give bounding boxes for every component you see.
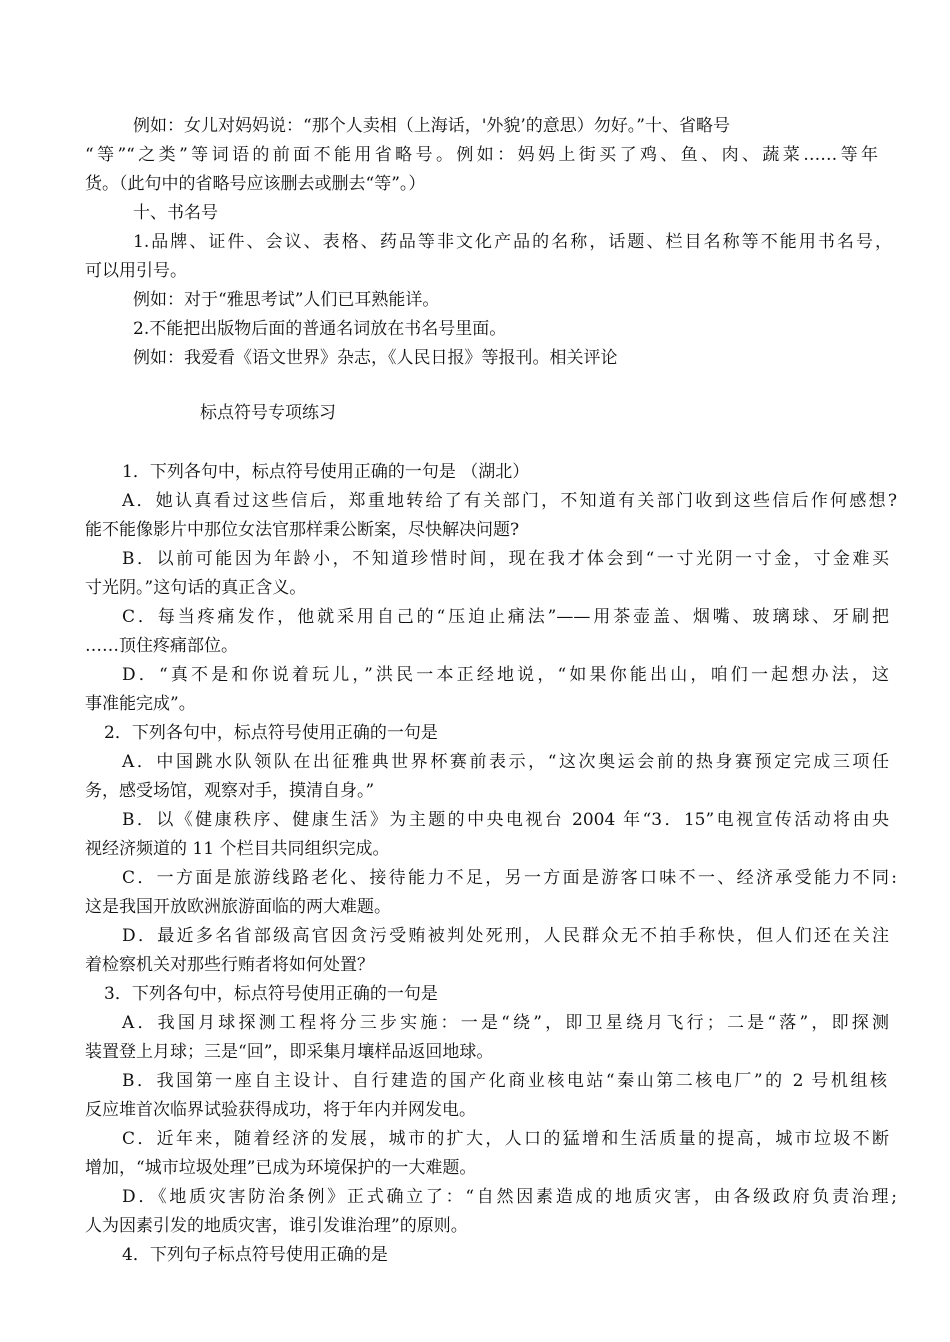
question-stem: 1．下列各句中，标点符号使用正确的一句是 （湖北） xyxy=(122,462,530,482)
option-line: ……顶住疼痛部位。 xyxy=(85,636,238,656)
option-line: 寸光阴。”这句话的真正含义。 xyxy=(85,578,307,598)
text-line: 可以用引号。 xyxy=(85,261,187,281)
option-line: 视经济频道的 11 个栏目共同组织完成。 xyxy=(85,839,390,859)
option-line: 装置登上月球；三是“回”，即采集月壤样品返回地球。 xyxy=(85,1042,494,1062)
option-line: A．中国跳水队领队在出征雅典世界杯赛前表示，“这次奥运会前的热身赛预定完成三项任 xyxy=(122,752,889,772)
option-line: 事准能完成”。 xyxy=(85,694,196,714)
question-stem: 4．下列句子标点符号使用正确的是 xyxy=(122,1245,388,1265)
text-line: 2.不能把出版物后面的普通名词放在书名号里面。 xyxy=(133,319,507,339)
option-line: 这是我国开放欧洲旅游面临的两大难题。 xyxy=(85,897,391,917)
text-line: 例如：女儿对妈妈说：“那个人卖相（上海话，'外貌’的意思）勿好。”十、省略号 xyxy=(133,116,730,136)
exercise-title: 标点符号专项练习 xyxy=(200,403,336,423)
option-line: 反应堆首次临界试验获得成功，将于年内并网发电。 xyxy=(85,1100,476,1120)
text-line: 例如：我爱看《语文世界》杂志，《人民日报》等报刊。相关评论 xyxy=(133,348,618,368)
option-line: B．以《健康秩序、健康生活》为主题的中央电视台 2004 年“3．15”电视宣传活动将由央 xyxy=(122,810,889,830)
text-line: 1.品牌、证件、会议、表格、药品等非文化产品的名称，话题、栏目名称等不能用书名号， xyxy=(133,232,892,252)
option-line: A．她认真看过这些信后，郑重地转给了有关部门，不知道有关部门收到这些信后作何感想? xyxy=(122,491,897,511)
text-line: 例如：对于“雅思考试”人们已耳熟能详。 xyxy=(133,290,440,310)
option-line: D．最近多名省部级高官因贪污受贿被判处死刑，人民群众无不拍手称快，但人们还在关注 xyxy=(122,926,889,946)
question-stem: 2．下列各句中，标点符号使用正确的一句是 xyxy=(104,723,438,743)
option-line: B．我国第一座自主设计、自行建造的国产化商业核电站“秦山第二核电厂”的 2 号机组核 xyxy=(122,1071,887,1091)
option-line: D．《地质灾害防治条例》正式确立了：“自然因素造成的地质灾害，由各级政府负责治理; xyxy=(122,1187,897,1207)
option-line: D．“真不是和你说着玩儿，”洪民一本正经地说，“如果你能出山，咱们一起想办法，这 xyxy=(122,665,889,685)
text-line: “等”“之类”等词语的前面不能用省略号。例如：妈妈上街买了鸡、鱼、肉、蔬菜……等年 xyxy=(85,145,878,165)
option-line: B．以前可能因为年龄小，不知道珍惜时间，现在我才体会到“一寸光阴一寸金，寸金难买 xyxy=(122,549,889,569)
option-line: 能不能像影片中那位女法官那样秉公断案，尽快解决问题? xyxy=(85,520,520,540)
option-line: 着检察机关对那些行贿者将如何处置？ xyxy=(85,955,374,975)
option-line: 增加，“城市垃圾处理”已成为环境保护的一大难题。 xyxy=(85,1158,477,1178)
option-line: 人为因素引发的地质灾害，谁引发谁治理”的原则。 xyxy=(85,1216,468,1236)
option-line: C．一方面是旅游线路老化、接待能力不足，另一方面是游客口味不一、经济承受能力不同: xyxy=(122,868,897,888)
option-line: C．近年来，随着经济的发展，城市的扩大，人口的猛增和生活质量的提高，城市垃圾不断 xyxy=(122,1129,889,1149)
question-stem: 3．下列各句中，标点符号使用正确的一句是 xyxy=(104,984,438,1004)
option-line: 务，感受场馆，观察对手，摸清自身。” xyxy=(85,781,375,801)
option-line: C．每当疼痛发作，他就采用自己的“压迫止痛法”——用茶壶盖、烟嘴、玻璃球、牙刷把 xyxy=(122,607,889,627)
text-line: 货。（此句中的省略号应该删去或删去“等”。） xyxy=(85,174,426,194)
section-heading: 十、书名号 xyxy=(133,203,218,223)
option-line: A．我国月球探测工程将分三步实施：一是“绕”，即卫星绕月飞行；二是“落”，即探测 xyxy=(122,1013,889,1033)
